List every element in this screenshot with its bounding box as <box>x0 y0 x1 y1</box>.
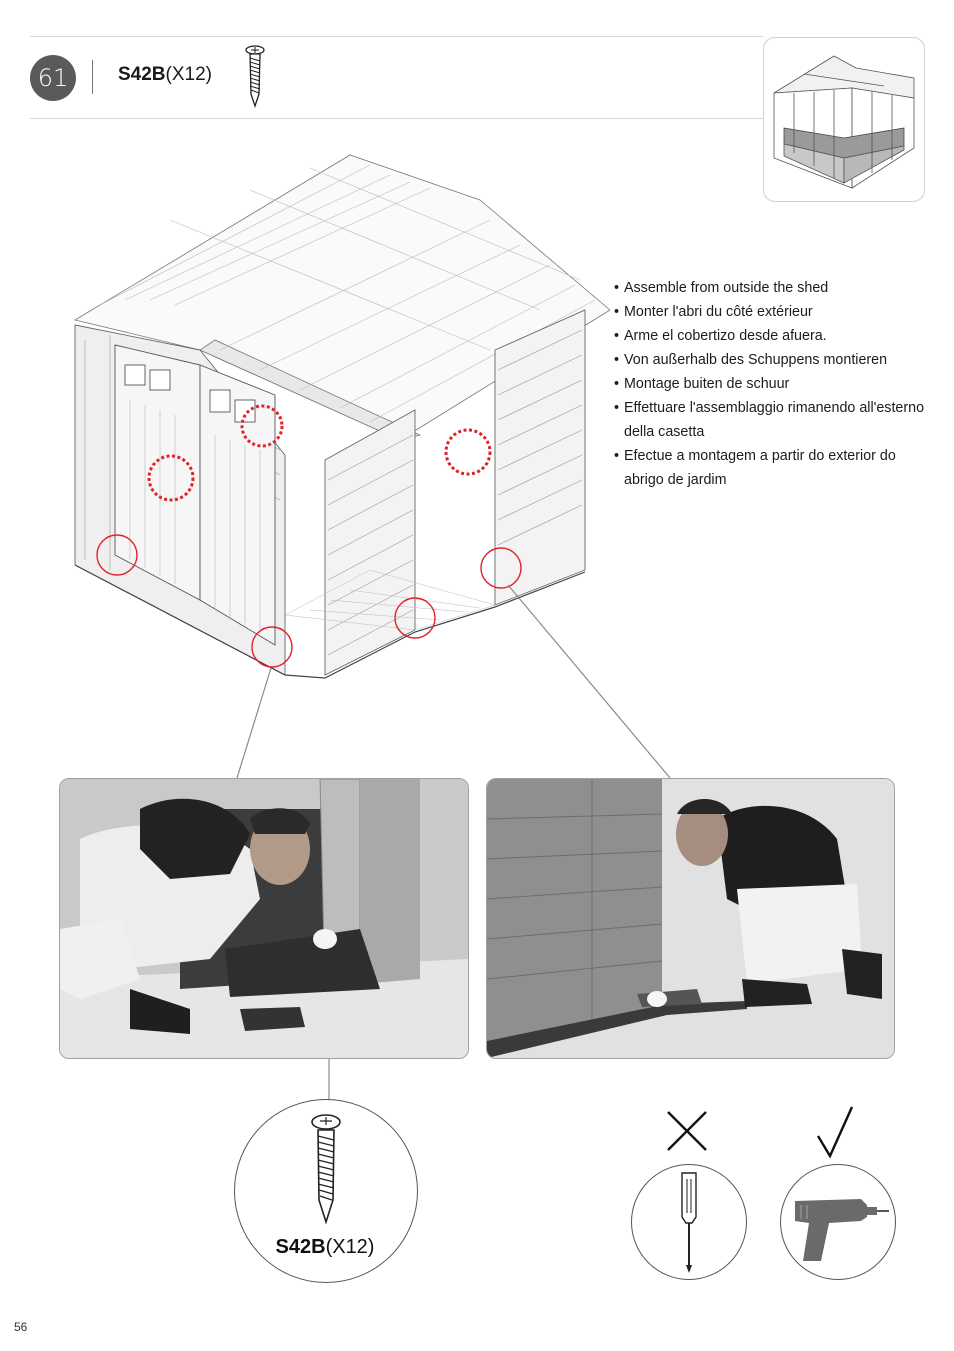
instruction-en: • Assemble from outside the shed <box>614 276 934 300</box>
correct-check-icon <box>815 1104 855 1160</box>
instruction-es: • Arme el cobertizo desde afuera. <box>614 324 934 348</box>
screw-callout-qty: (X12) <box>325 1236 375 1258</box>
screw-callout-code: S42B <box>275 1236 326 1258</box>
step-number-badge: 61 <box>30 55 76 101</box>
screw-callout-label <box>234 1236 416 1259</box>
drill-icon <box>781 1165 895 1279</box>
photo-inside-door-corner <box>59 778 469 1059</box>
instruction-fr: • Monter l'abri du côté extérieur <box>614 300 934 324</box>
instruction-it: • Effettuare l'assemblaggio rimanendo all'esterno della casetta <box>614 396 934 444</box>
instruction-nl: • Montage buiten de schuur <box>614 372 934 396</box>
photo-outside-wall-base <box>486 778 895 1059</box>
wrong-x-icon <box>664 1108 710 1154</box>
screwdriver-tool-circle <box>631 1164 747 1280</box>
header-part-qty: (X12) <box>165 64 212 85</box>
instruction-pt: • Efectue a montagem a partir do exterior do abrigo de jardim <box>614 444 934 492</box>
instruction-de: • Von außerhalb des Schuppens montieren <box>614 348 934 372</box>
assembly-instructions <box>614 276 934 492</box>
drill-tool-circle <box>780 1164 896 1280</box>
page-number: 56 <box>14 1320 28 1334</box>
header-part-code: S42B <box>118 64 166 85</box>
screwdriver-icon <box>632 1165 746 1279</box>
